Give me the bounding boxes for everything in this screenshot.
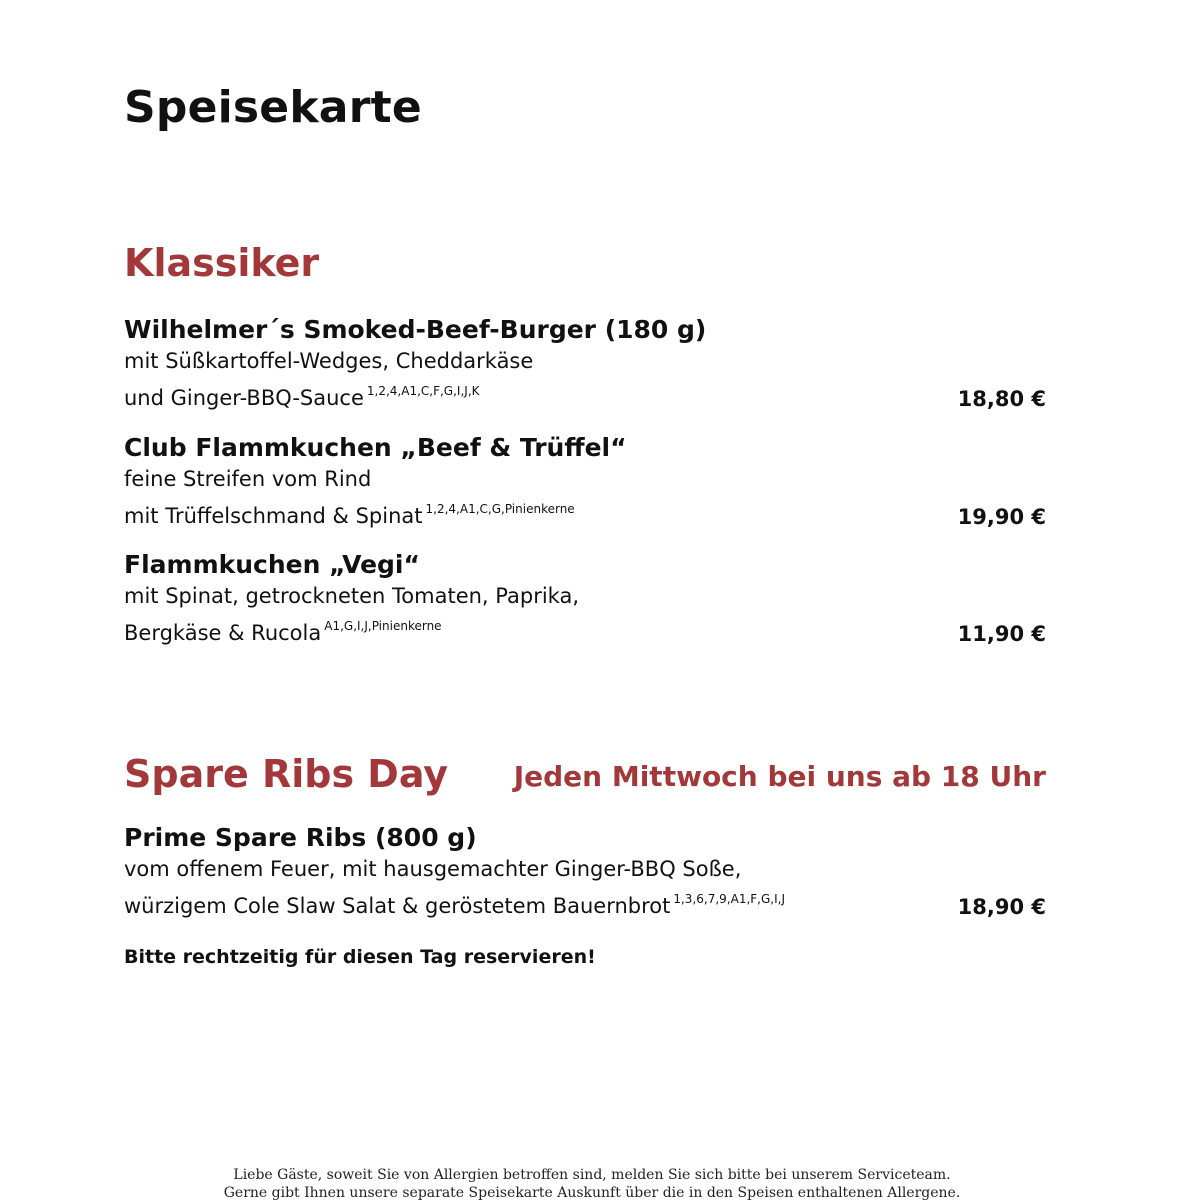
allergen-codes: 1,2,4,A1,C,G,Pinienkerne — [425, 502, 575, 516]
menu-item-description-text: würzigem Cole Slaw Salat & geröstetem Bauernbrot — [124, 894, 671, 918]
menu-item-description: mit Spinat, getrockneten Tomaten, Paprika, — [124, 584, 580, 608]
footer-line: Liebe Gäste, soweit Sie von Allergien betroffen sind, melden Sie sich bitte bei unserem Serviceteam. — [233, 1167, 951, 1183]
reservation-notice: Bitte rechtzeitig für diesen Tag reservieren! — [124, 946, 596, 968]
menu-item-description-text: mit Trüffelschmand & Spinat — [124, 504, 423, 528]
allergen-codes: 1,3,6,7,9,A1,F,G,I,J — [673, 892, 785, 906]
menu-item-description: mit Süßkartoffel-Wedges, Cheddarkäse — [124, 349, 534, 373]
menu-item-description: feine Streifen vom Rind — [124, 467, 372, 491]
menu-item-name: Club Flammkuchen „Beef & Trüffel“ — [124, 433, 627, 462]
menu-item — [124, 314, 1046, 413]
menu-item-description — [124, 376, 1046, 413]
section-note-weekday: Jeden Mittwoch bei uns ab 18 Uhr — [513, 760, 1046, 793]
menu-item-description — [124, 884, 1046, 921]
menu-item-name: Prime Spare Ribs (800 g) — [124, 823, 477, 852]
menu-item-description-text: Bergkäse & Rucola — [124, 621, 322, 645]
menu-item-description-text: und Ginger-BBQ-Sauce — [124, 386, 364, 410]
page-title: Speisekarte — [124, 82, 422, 133]
menu-item-name: Flammkuchen „Vegi“ — [124, 550, 420, 579]
allergy-footer — [0, 1166, 1184, 1202]
footer-line: Gerne gibt Ihnen unsere separate Speisekarte Auskunft über die in den Speisen enthaltenen Allergene. — [223, 1185, 961, 1201]
section-title-spare-ribs: Spare Ribs Day — [124, 752, 449, 796]
menu-item-description — [124, 611, 1046, 648]
menu-item-name: Wilhelmer´s Smoked-Beef-Burger (180 g) — [124, 315, 707, 344]
menu-item-price: 11,90 € — [957, 622, 1046, 646]
menu-item — [124, 432, 1046, 531]
menu-item-description: vom offenem Feuer, mit hausgemachter Ginger-BBQ Soße, — [124, 857, 742, 881]
menu-item-price: 18,80 € — [957, 387, 1046, 411]
menu-item — [124, 822, 1046, 921]
menu-item — [124, 549, 1046, 648]
allergen-codes: 1,2,4,A1,C,F,G,I,J,K — [366, 384, 480, 398]
menu-item-price: 18,90 € — [957, 895, 1046, 919]
menu-item-description — [124, 494, 1046, 531]
allergen-codes: A1,G,I,J,Pinienkerne — [324, 619, 442, 633]
menu-item-price: 19,90 € — [957, 505, 1046, 529]
section-title-klassiker: Klassiker — [124, 241, 320, 285]
